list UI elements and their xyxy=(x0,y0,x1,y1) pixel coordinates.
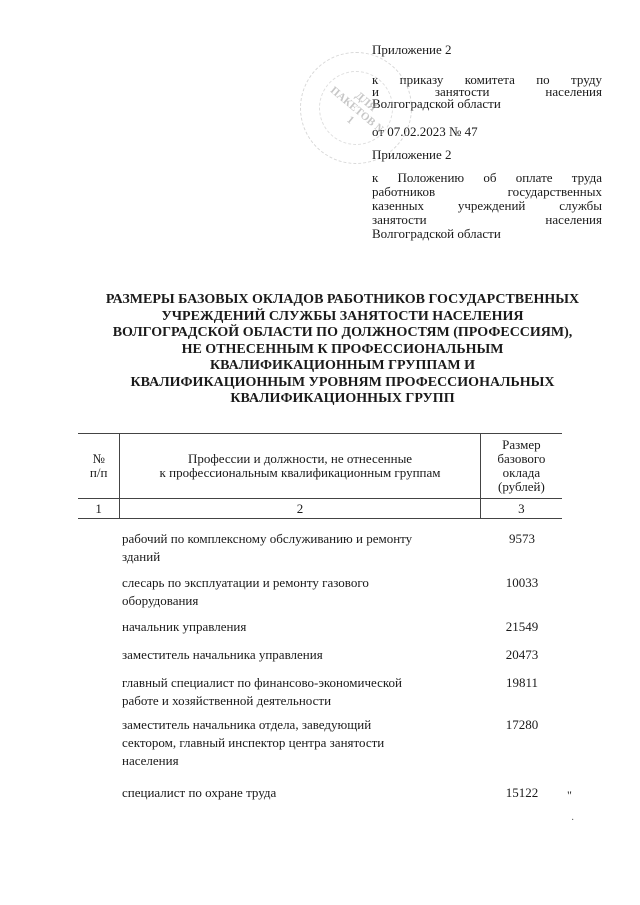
table-header-row xyxy=(78,434,562,499)
col-number-header-line: п/п xyxy=(89,465,108,480)
row-profession-line: начальник управления xyxy=(122,619,247,634)
heading-line: КВАЛИФИКАЦИОННЫМ УРОВНЯМ ПРОФЕССИОНАЛЬНЫХ xyxy=(130,374,555,390)
col-salary-header-line: оклада xyxy=(502,465,541,480)
heading-line: КВАЛИФИКАЦИОННЫХ ГРУПП xyxy=(230,391,455,406)
appendix2-line4: занятости населения xyxy=(372,212,602,227)
col-profession-index: 2 xyxy=(120,499,481,519)
row-profession-line: слесарь по эксплуатации и ремонту газового xyxy=(122,575,369,590)
col-number-header-line: № xyxy=(92,451,105,466)
row-profession-line: главный специалист по финансово-экономической xyxy=(122,675,402,690)
row-salary: 9573 xyxy=(509,531,535,546)
appendix2-line2: работников государственных xyxy=(372,184,602,199)
appendix-order-line3: Волгоградской области xyxy=(372,96,501,111)
table-number-row xyxy=(78,499,562,519)
row-salary: 19811 xyxy=(505,675,539,690)
row-profession-line: сектором, главный инспектор центра занятости xyxy=(122,735,385,750)
appendix-order-line2: и занятости населения xyxy=(372,84,602,99)
appendix-date: от 07.02.2023 № 47 xyxy=(372,124,478,139)
row-salary: 10033 xyxy=(505,575,539,590)
col-profession-header-line: к профессиональным квалификационным группам xyxy=(159,465,441,480)
col-profession-header-line: Профессии и должности, не отнесенные xyxy=(188,451,413,466)
appendix2-line5: Волгоградской области xyxy=(372,226,501,241)
row-profession xyxy=(122,716,467,770)
row-salary: 21549 xyxy=(505,619,539,634)
col-number-header xyxy=(78,434,120,499)
heading-line: РАЗМЕРЫ БАЗОВЫХ ОКЛАДОВ РАБОТНИКОВ ГОСУДАРСТВЕННЫХ xyxy=(105,292,580,307)
appendix2-title: Приложение 2 xyxy=(372,147,452,162)
closing-quote: " xyxy=(567,788,572,802)
row-profession xyxy=(122,674,467,710)
heading-line: УЧРЕЖДЕНИЙ СЛУЖБЫ ЗАНЯТОСТИ НАСЕЛЕНИЯ xyxy=(161,308,524,324)
row-profession xyxy=(122,574,467,610)
row-profession-line: рабочий по комплексному обслуживанию и ремонту xyxy=(122,531,413,546)
row-salary: 20473 xyxy=(505,647,539,662)
row-profession-line: заместитель начальника отдела, заведующий xyxy=(122,717,372,732)
col-salary-header xyxy=(480,434,562,499)
col-salary-header-line: базового xyxy=(497,451,546,466)
col-salary-header-line: (рублей) xyxy=(497,479,545,494)
row-profession xyxy=(122,530,467,566)
row-profession-line: специалист по охране труда xyxy=(122,785,277,800)
heading-line: КВАЛИФИКАЦИОННЫМ ГРУППАМ И xyxy=(209,358,475,373)
row-profession-line: работе и хозяйственной деятельности xyxy=(122,693,332,708)
heading-line: ВОЛГОГРАДСКОЙ ОБЛАСТИ ПО ДОЛЖНОСТЯМ (ПРОФЕССИЯМ), xyxy=(112,325,573,340)
appendix-order-line1: к приказу комитета по труду xyxy=(372,72,602,87)
row-profession xyxy=(122,784,467,802)
row-salary: 17280 xyxy=(505,717,539,732)
appendix2-line1: к Положению об оплате труда xyxy=(372,170,602,185)
appendix2-line3: казенных учреждений службы xyxy=(372,198,602,213)
row-profession-line: населения xyxy=(122,753,179,768)
document-heading xyxy=(80,292,605,408)
col-profession-header xyxy=(120,434,481,499)
row-salary: 15122 xyxy=(505,785,539,800)
col-salary-index: 3 xyxy=(480,499,562,519)
row-profession-line: зданий xyxy=(122,549,161,564)
row-profession xyxy=(122,646,467,664)
col-salary-header-line: Размер xyxy=(502,437,541,452)
heading-line: НЕ ОТНЕСЕННЫМ К ПРОФЕССИОНАЛЬНЫМ xyxy=(181,341,504,357)
salary-table-header xyxy=(78,433,562,519)
row-profession xyxy=(122,618,467,636)
row-profession-line: оборудования xyxy=(122,593,199,608)
stamp-text: ДЛЯ ПАКЕТОВ № 1 xyxy=(327,84,389,138)
col-number-index: 1 xyxy=(78,499,120,519)
stray-mark: · xyxy=(571,815,575,826)
row-profession-line: заместитель начальника управления xyxy=(122,647,323,662)
appendix-title: Приложение 2 xyxy=(372,42,452,57)
